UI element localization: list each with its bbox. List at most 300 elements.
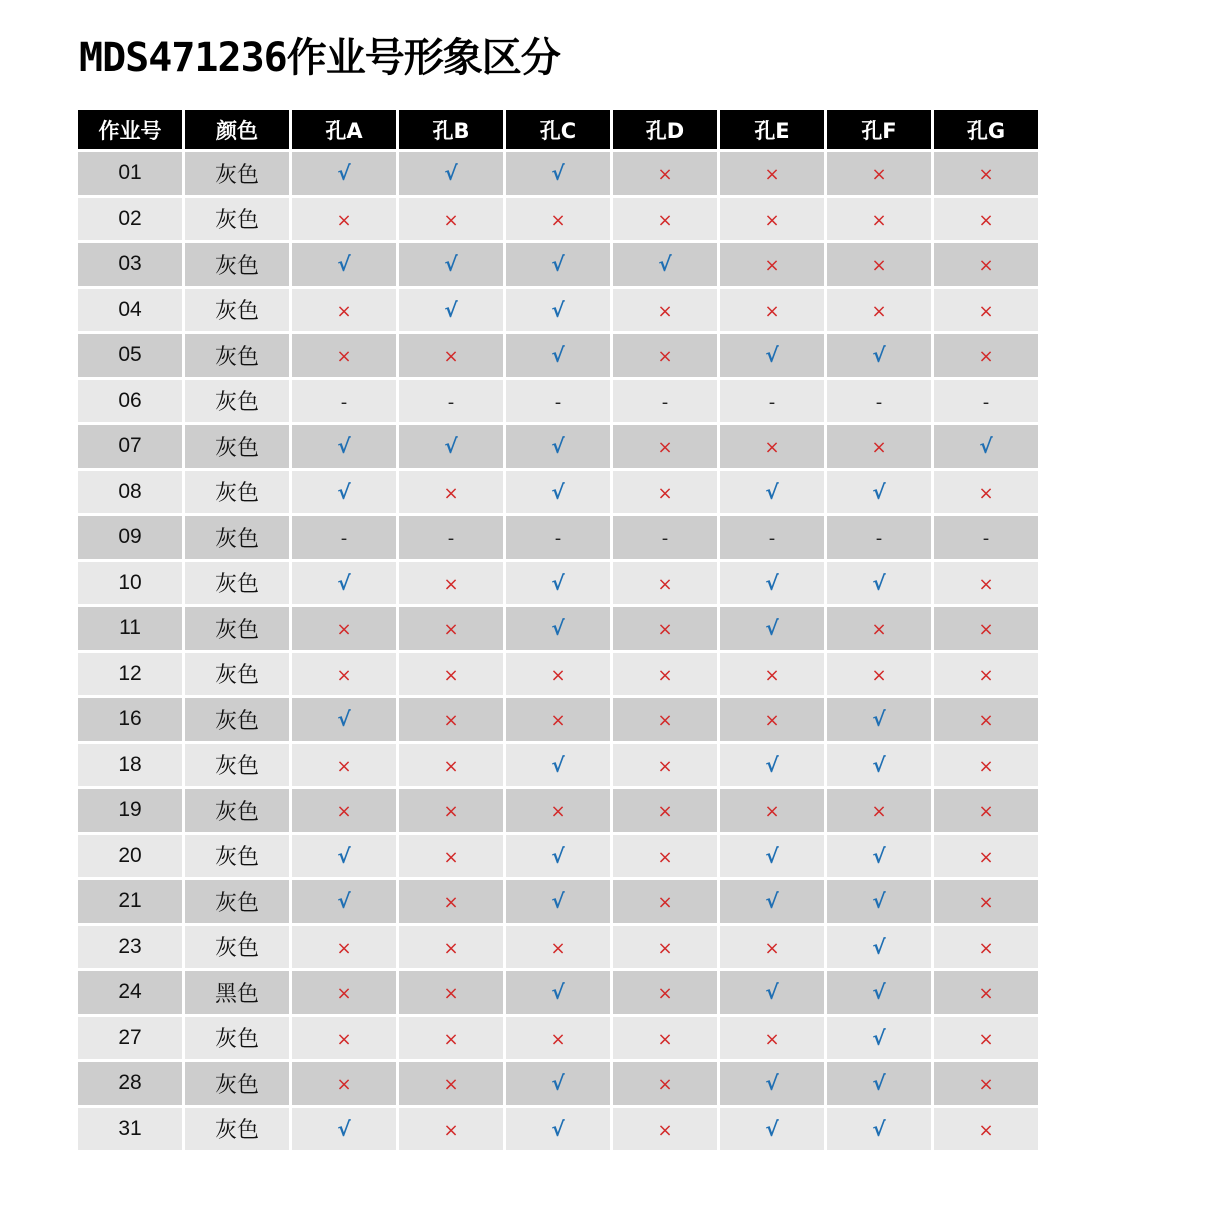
hole-c-cell — [506, 880, 610, 923]
check-mark: √ — [444, 161, 458, 186]
header-hole-f: 孔F — [827, 110, 931, 149]
cross-mark: × — [978, 892, 994, 914]
hole-c-cell — [506, 289, 610, 332]
table-row — [78, 607, 1038, 650]
hole-c-cell — [506, 243, 610, 286]
hole-f-cell — [827, 880, 931, 923]
hole-f-cell — [827, 698, 931, 741]
color-cell: 灰色 — [185, 562, 289, 605]
hole-d-cell — [613, 334, 717, 377]
hole-f-cell — [827, 926, 931, 969]
cross-mark: × — [871, 664, 887, 686]
job-number-cell: 24 — [78, 971, 182, 1014]
hole-e-cell — [720, 425, 824, 468]
hole-a-cell — [292, 289, 396, 332]
hole-e-cell — [720, 1017, 824, 1060]
cross-mark: × — [764, 801, 780, 823]
cross-mark: × — [978, 346, 994, 368]
hole-a-cell — [292, 243, 396, 286]
hole-e-cell — [720, 1062, 824, 1105]
job-number-cell: 23 — [78, 926, 182, 969]
cross-mark: × — [550, 937, 566, 959]
job-number-cell: 03 — [78, 243, 182, 286]
hole-b-cell — [399, 243, 503, 286]
check-mark: √ — [444, 297, 458, 322]
hole-f-cell — [827, 789, 931, 832]
page-title: MDS471236作业号形象区分 — [79, 35, 560, 81]
hole-c-cell — [506, 653, 610, 696]
color-cell: 灰色 — [185, 835, 289, 878]
hole-b-cell — [399, 1017, 503, 1060]
hole-e-cell — [720, 471, 824, 514]
hole-g-cell — [934, 152, 1038, 195]
cross-mark: × — [764, 437, 780, 459]
hole-a-cell — [292, 835, 396, 878]
color-cell: 灰色 — [185, 653, 289, 696]
job-number-cell: 07 — [78, 425, 182, 468]
color-cell: 灰色 — [185, 425, 289, 468]
hole-c-cell — [506, 562, 610, 605]
hole-f-cell — [827, 1062, 931, 1105]
hole-f-cell — [827, 471, 931, 514]
cross-mark: × — [871, 437, 887, 459]
hole-e-cell — [720, 1108, 824, 1151]
dash-mark: - — [447, 391, 455, 413]
color-cell: 灰色 — [185, 152, 289, 195]
hole-e-cell — [720, 289, 824, 332]
hole-g-cell — [934, 471, 1038, 514]
hole-b-cell — [399, 698, 503, 741]
cross-mark: × — [443, 892, 459, 914]
table-row — [78, 562, 1038, 605]
hole-b-cell — [399, 152, 503, 195]
job-number-cell: 09 — [78, 516, 182, 559]
cross-mark: × — [978, 664, 994, 686]
header-hole-e: 孔E — [720, 110, 824, 149]
check-mark: √ — [551, 252, 565, 277]
hole-e-cell — [720, 152, 824, 195]
cross-mark: × — [978, 801, 994, 823]
hole-a-cell — [292, 880, 396, 923]
table-row — [78, 653, 1038, 696]
hole-c-cell — [506, 1062, 610, 1105]
hole-b-cell — [399, 971, 503, 1014]
check-mark: √ — [444, 434, 458, 459]
cross-mark: × — [443, 573, 459, 595]
color-cell: 灰色 — [185, 471, 289, 514]
check-mark: √ — [872, 980, 886, 1005]
header-hole-a: 孔A — [292, 110, 396, 149]
hole-d-cell — [613, 380, 717, 423]
check-mark: √ — [551, 297, 565, 322]
cross-mark: × — [657, 209, 673, 231]
table-row — [78, 289, 1038, 332]
hole-e-cell — [720, 698, 824, 741]
cross-mark: × — [978, 1028, 994, 1050]
hole-a-cell — [292, 698, 396, 741]
cross-mark: × — [336, 755, 352, 777]
hole-e-cell — [720, 562, 824, 605]
hole-g-cell — [934, 1062, 1038, 1105]
hole-d-cell — [613, 1108, 717, 1151]
cross-mark: × — [336, 619, 352, 641]
table-row — [78, 1062, 1038, 1105]
job-number-cell: 01 — [78, 152, 182, 195]
cross-mark: × — [978, 755, 994, 777]
job-number-cell: 02 — [78, 198, 182, 241]
color-cell: 灰色 — [185, 380, 289, 423]
check-mark: √ — [872, 343, 886, 368]
hole-a-cell — [292, 380, 396, 423]
check-mark: √ — [551, 434, 565, 459]
cross-mark: × — [657, 892, 673, 914]
hole-a-cell — [292, 926, 396, 969]
hole-g-cell — [934, 880, 1038, 923]
dash-mark: - — [768, 391, 776, 413]
job-number-cell: 05 — [78, 334, 182, 377]
cross-mark: × — [657, 573, 673, 595]
cross-mark: × — [443, 937, 459, 959]
dash-mark: - — [661, 528, 669, 550]
cross-mark: × — [764, 255, 780, 277]
job-number-cell: 31 — [78, 1108, 182, 1151]
cross-mark: × — [657, 346, 673, 368]
hole-c-cell — [506, 380, 610, 423]
hole-g-cell — [934, 1108, 1038, 1151]
hole-a-cell — [292, 471, 396, 514]
check-mark: √ — [551, 479, 565, 504]
hole-a-cell — [292, 562, 396, 605]
hole-b-cell — [399, 562, 503, 605]
cross-mark: × — [443, 801, 459, 823]
hole-a-cell — [292, 1108, 396, 1151]
cross-mark: × — [764, 164, 780, 186]
check-mark: √ — [765, 616, 779, 641]
check-mark: √ — [872, 889, 886, 914]
check-mark: √ — [551, 980, 565, 1005]
hole-g-cell — [934, 1017, 1038, 1060]
table-row — [78, 425, 1038, 468]
hole-f-cell — [827, 1017, 931, 1060]
check-mark: √ — [337, 889, 351, 914]
hole-d-cell — [613, 243, 717, 286]
cross-mark: × — [657, 801, 673, 823]
cross-mark: × — [978, 300, 994, 322]
hole-d-cell — [613, 835, 717, 878]
cross-mark: × — [443, 1074, 459, 1096]
cross-mark: × — [978, 573, 994, 595]
color-cell: 灰色 — [185, 243, 289, 286]
hole-b-cell — [399, 380, 503, 423]
hole-c-cell — [506, 1017, 610, 1060]
hole-g-cell — [934, 289, 1038, 332]
cross-mark: × — [657, 983, 673, 1005]
check-mark: √ — [337, 570, 351, 595]
hole-c-cell — [506, 516, 610, 559]
hole-c-cell — [506, 471, 610, 514]
cross-mark: × — [764, 710, 780, 732]
check-mark: √ — [551, 752, 565, 777]
cross-mark: × — [550, 209, 566, 231]
table-row — [78, 516, 1038, 559]
dash-mark: - — [875, 391, 883, 413]
hole-c-cell — [506, 926, 610, 969]
table-row — [78, 152, 1038, 195]
hole-b-cell — [399, 471, 503, 514]
job-number-table — [75, 107, 1041, 1153]
hole-g-cell — [934, 607, 1038, 650]
color-cell: 灰色 — [185, 1017, 289, 1060]
cross-mark: × — [443, 846, 459, 868]
color-cell: 灰色 — [185, 880, 289, 923]
cross-mark: × — [871, 164, 887, 186]
hole-d-cell — [613, 1062, 717, 1105]
cross-mark: × — [978, 846, 994, 868]
color-cell: 灰色 — [185, 607, 289, 650]
table-row — [78, 744, 1038, 787]
cross-mark: × — [978, 710, 994, 732]
check-mark: √ — [551, 161, 565, 186]
check-mark: √ — [872, 479, 886, 504]
check-mark: √ — [872, 1025, 886, 1050]
hole-g-cell — [934, 380, 1038, 423]
check-mark: √ — [337, 434, 351, 459]
header-hole-d: 孔D — [613, 110, 717, 149]
dash-mark: - — [554, 391, 562, 413]
cross-mark: × — [871, 801, 887, 823]
cross-mark: × — [978, 937, 994, 959]
hole-e-cell — [720, 880, 824, 923]
job-number-cell: 20 — [78, 835, 182, 878]
hole-f-cell — [827, 289, 931, 332]
hole-f-cell — [827, 971, 931, 1014]
header-hole-c: 孔C — [506, 110, 610, 149]
hole-c-cell — [506, 744, 610, 787]
hole-e-cell — [720, 971, 824, 1014]
cross-mark: × — [764, 209, 780, 231]
cross-mark: × — [657, 437, 673, 459]
job-number-cell: 10 — [78, 562, 182, 605]
cross-mark: × — [764, 664, 780, 686]
cross-mark: × — [871, 255, 887, 277]
dash-mark: - — [447, 528, 455, 550]
hole-c-cell — [506, 425, 610, 468]
job-number-cell: 04 — [78, 289, 182, 332]
color-cell: 灰色 — [185, 198, 289, 241]
dash-mark: - — [982, 391, 990, 413]
hole-g-cell — [934, 835, 1038, 878]
check-mark: √ — [872, 1071, 886, 1096]
hole-f-cell — [827, 243, 931, 286]
check-mark: √ — [765, 1071, 779, 1096]
hole-c-cell — [506, 789, 610, 832]
color-cell: 灰色 — [185, 926, 289, 969]
cross-mark: × — [657, 619, 673, 641]
hole-d-cell — [613, 607, 717, 650]
table-row — [78, 471, 1038, 514]
check-mark: √ — [551, 1071, 565, 1096]
hole-e-cell — [720, 334, 824, 377]
hole-f-cell — [827, 653, 931, 696]
table-row — [78, 698, 1038, 741]
hole-f-cell — [827, 562, 931, 605]
dash-mark: - — [340, 528, 348, 550]
check-mark: √ — [765, 343, 779, 368]
hole-a-cell — [292, 198, 396, 241]
cross-mark: × — [978, 619, 994, 641]
table-body — [78, 152, 1038, 1150]
dash-mark: - — [340, 391, 348, 413]
hole-g-cell — [934, 971, 1038, 1014]
cross-mark: × — [550, 1028, 566, 1050]
cross-mark: × — [871, 209, 887, 231]
color-cell: 灰色 — [185, 289, 289, 332]
table-row — [78, 880, 1038, 923]
hole-g-cell — [934, 789, 1038, 832]
hole-b-cell — [399, 289, 503, 332]
cross-mark: × — [443, 1028, 459, 1050]
check-mark: √ — [765, 1116, 779, 1141]
hole-f-cell — [827, 152, 931, 195]
hole-a-cell — [292, 789, 396, 832]
cross-mark: × — [336, 664, 352, 686]
check-mark: √ — [551, 343, 565, 368]
hole-b-cell — [399, 653, 503, 696]
hole-d-cell — [613, 198, 717, 241]
hole-b-cell — [399, 607, 503, 650]
dash-mark: - — [661, 391, 669, 413]
dash-mark: - — [875, 528, 883, 550]
check-mark: √ — [551, 889, 565, 914]
hole-d-cell — [613, 880, 717, 923]
check-mark: √ — [872, 934, 886, 959]
check-mark: √ — [765, 980, 779, 1005]
hole-g-cell — [934, 562, 1038, 605]
job-number-cell: 06 — [78, 380, 182, 423]
hole-d-cell — [613, 926, 717, 969]
hole-g-cell — [934, 926, 1038, 969]
table-row — [78, 198, 1038, 241]
cross-mark: × — [657, 164, 673, 186]
table-row — [78, 243, 1038, 286]
cross-mark: × — [764, 937, 780, 959]
hole-f-cell — [827, 425, 931, 468]
cross-mark: × — [336, 346, 352, 368]
hole-d-cell — [613, 471, 717, 514]
check-mark: √ — [765, 889, 779, 914]
cross-mark: × — [764, 1028, 780, 1050]
cross-mark: × — [657, 846, 673, 868]
check-mark: √ — [765, 479, 779, 504]
cross-mark: × — [978, 1074, 994, 1096]
hole-a-cell — [292, 653, 396, 696]
hole-a-cell — [292, 425, 396, 468]
check-mark: √ — [658, 252, 672, 277]
cross-mark: × — [978, 1119, 994, 1141]
cross-mark: × — [336, 801, 352, 823]
hole-a-cell — [292, 607, 396, 650]
header-color: 颜色 — [185, 110, 289, 149]
table-row — [78, 380, 1038, 423]
hole-c-cell — [506, 698, 610, 741]
hole-f-cell — [827, 744, 931, 787]
job-number-cell: 12 — [78, 653, 182, 696]
check-mark: √ — [551, 570, 565, 595]
hole-f-cell — [827, 835, 931, 878]
hole-b-cell — [399, 789, 503, 832]
hole-f-cell — [827, 607, 931, 650]
check-mark: √ — [337, 707, 351, 732]
check-mark: √ — [872, 1116, 886, 1141]
check-mark: √ — [765, 570, 779, 595]
hole-b-cell — [399, 198, 503, 241]
hole-e-cell — [720, 243, 824, 286]
dash-mark: - — [554, 528, 562, 550]
hole-a-cell — [292, 1017, 396, 1060]
job-number-cell: 08 — [78, 471, 182, 514]
hole-a-cell — [292, 1062, 396, 1105]
hole-f-cell — [827, 334, 931, 377]
hole-g-cell — [934, 516, 1038, 559]
cross-mark: × — [443, 983, 459, 1005]
check-mark: √ — [551, 616, 565, 641]
cross-mark: × — [336, 937, 352, 959]
cross-mark: × — [550, 801, 566, 823]
check-mark: √ — [765, 752, 779, 777]
hole-g-cell — [934, 425, 1038, 468]
hole-d-cell — [613, 971, 717, 1014]
hole-a-cell — [292, 744, 396, 787]
check-mark: √ — [337, 479, 351, 504]
cross-mark: × — [443, 1119, 459, 1141]
cross-mark: × — [443, 710, 459, 732]
cross-mark: × — [871, 300, 887, 322]
job-number-cell: 18 — [78, 744, 182, 787]
header-job-number: 作业号 — [78, 110, 182, 149]
hole-g-cell — [934, 744, 1038, 787]
cross-mark: × — [336, 209, 352, 231]
job-number-cell: 28 — [78, 1062, 182, 1105]
cross-mark: × — [443, 346, 459, 368]
cross-mark: × — [978, 983, 994, 1005]
table-row — [78, 334, 1038, 377]
cross-mark: × — [978, 164, 994, 186]
hole-b-cell — [399, 926, 503, 969]
color-cell: 灰色 — [185, 334, 289, 377]
hole-g-cell — [934, 198, 1038, 241]
color-cell: 灰色 — [185, 789, 289, 832]
cross-mark: × — [657, 1119, 673, 1141]
hole-a-cell — [292, 152, 396, 195]
hole-d-cell — [613, 744, 717, 787]
hole-d-cell — [613, 289, 717, 332]
hole-b-cell — [399, 516, 503, 559]
hole-e-cell — [720, 516, 824, 559]
hole-a-cell — [292, 334, 396, 377]
header-hole-g: 孔G — [934, 110, 1038, 149]
cross-mark: × — [443, 482, 459, 504]
hole-d-cell — [613, 653, 717, 696]
cross-mark: × — [550, 710, 566, 732]
hole-g-cell — [934, 653, 1038, 696]
cross-mark: × — [657, 755, 673, 777]
hole-d-cell — [613, 789, 717, 832]
color-cell: 黑色 — [185, 971, 289, 1014]
hole-g-cell — [934, 698, 1038, 741]
check-mark: √ — [551, 843, 565, 868]
check-mark: √ — [551, 1116, 565, 1141]
hole-d-cell — [613, 425, 717, 468]
